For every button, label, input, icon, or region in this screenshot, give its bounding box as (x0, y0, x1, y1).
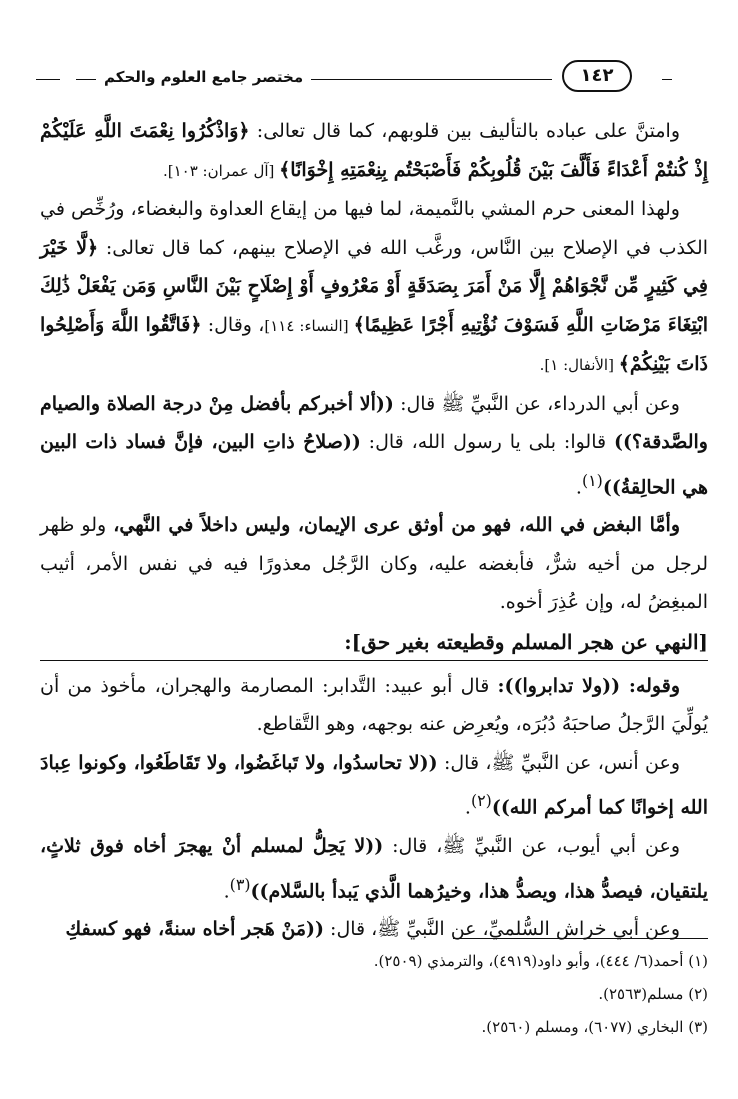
paragraph-text: . (575, 475, 582, 498)
footnote-marker[interactable]: (٣) (229, 874, 251, 894)
paragraph (40, 190, 708, 385)
paragraph-text: ولهذا المعنى حرم المشي بالنَّميمة، لما فيها من إيقاع العداوة والبغضاء، ورُخِّص في الكذب في الإصلاح بين النَّاس، ورغَّب الله في الإصلاح بينهم، كما قال تعالى: (40, 198, 709, 259)
quran-verse: ﴿لَّا خَيْرَ فِي كَثِيرٍ مِّن نَّجْوَاهُمْ إِلَّا مَنْ أَمَرَ بِصَدَقَةٍ أَوْ مَعْرُوفٍ أَوْ إِصْلَاحٍ بَيْنَ النَّاسِ وَمَن يَفْعَلْ ذَٰلِكَ ابْتِغَاءَ مَرْضَاتِ اللَّهِ فَسَوْفَ نُؤْتِيهِ أَجْرًا عَظِيمًا﴾ (40, 236, 708, 336)
page-header (36, 56, 702, 96)
quran-verse: ﴿فَاتَّقُوا اللَّهَ وَأَصْلِحُوا ذَاتَ بَيْنِكُمْ﴾ (40, 313, 708, 375)
footnote: (١) أحمد(٦/ ٤٤٤)، وأبو داود(٤٩١٩)، والترمذي (٢٥٠٩). (373, 952, 708, 970)
paragraph-text: ولو ظهر لرجل من أخيه شرٌّ، فأبغضه عليه، وكان الرَّجُل معذورًا فيه في نفس الأمر، أثيب المبغِضُ له، وإن عُذِرَ أخوه. (40, 514, 708, 614)
paragraph (40, 385, 708, 507)
paragraph-text: قالوا: بلى يا رسول الله، قال: (360, 431, 614, 453)
verse-reference: [النساء: ١١٤] (264, 316, 354, 335)
paragraph-text: قال أبو عبيد: التَّدابر: المصارمة والهجران، مأخوذ من أن يُولِّيَ الرَّجلُ صاحبَهُ دُبُرَه، ويُعرِض عنه بوجهه، وهو التَّقاطع. (40, 674, 708, 736)
page-number: ١٤٢ (562, 60, 632, 92)
hadith-quote: ((صلاحُ ذاتِ البين، فإنَّ فساد ذات البين هي الحالِقةُ)) (40, 431, 708, 498)
paragraph-text: وامتنَّ على عباده بالتأليف بين قلوبهم، كما قال تعالى: (249, 120, 681, 142)
footnote-rule (453, 938, 708, 939)
paragraph-text: وعن أبي خراش السُّلميِّ، عن النَّبيِّ ﷺ، قال: (324, 918, 680, 941)
footnote: (٣) البخاري (٦٠٧٧)، ومسلم (٢٥٦٠). (481, 1018, 708, 1036)
page-content (40, 112, 708, 949)
paragraph-text: ، وقال: (201, 313, 265, 336)
hadith-quote: ((مَنْ هَجر أخاه سنةً، فهو كسفكِ (65, 918, 324, 941)
paragraph-text: . (223, 879, 230, 902)
hadith-quote: ((ألا أخبركم بأفضل مِنْ درجة الصلاة والصيام والصَّدقة؟)) (40, 392, 708, 453)
paragraph (40, 112, 708, 190)
section-heading: [النهي عن هجر المسلم وقطيعته بغير حق]: (40, 624, 708, 661)
header-dash-left (36, 79, 60, 80)
paragraph (40, 827, 708, 910)
verse-reference: [الأنفال: ١]. (539, 356, 619, 374)
paragraph (40, 744, 708, 827)
footnotes (40, 938, 708, 1044)
paragraph-text: وعن أبي الدرداء، عن النَّبيِّ ﷺ قال: (393, 392, 680, 415)
footnote-marker[interactable]: (١) (581, 470, 603, 490)
bold-text: وقوله: ((ولا تدابروا)): (497, 674, 680, 697)
hadith-quote: ((لا يَحِلُّ لمسلم أنْ يهجرَ أخاه فوق ثلاثٍ، يلتقيان، فيصدُّ هذا، ويصدُّ هذا، وخيرُهما الَّذي يَبدأ بالسَّلام)) (40, 835, 708, 902)
paragraph-text: وعن أبي أيوب، عن النَّبيِّ ﷺ، قال: (383, 835, 680, 858)
paragraph (40, 506, 708, 622)
paragraph (40, 667, 708, 744)
bold-text: وأمَّا البغض في الله، فهو من أوثق عرى الإيمان، وليس داخلاً في النَّهي، (113, 514, 680, 537)
header-dash-right (662, 79, 672, 80)
verse-reference: [آل عمران: ١٠٣]. (162, 161, 280, 180)
footnote: (٢) مسلم(٢٥٦٣). (598, 985, 708, 1003)
section-heading-wrap (40, 624, 708, 661)
hadith-quote: ((لا تحاسدُوا، ولا تَباغَضُوا، ولا تَقَاطَعُوا، وكونوا عِبادَ الله إخوانًا كما أمركم الله)) (40, 751, 708, 819)
quran-verse: ﴿وَاذْكُرُوا نِعْمَتَ اللَّهِ عَلَيْكُمْ إِذْ كُنتُمْ أَعْدَاءً فَأَلَّفَ بَيْنَ قُلُوبِكُمْ فَأَصْبَحْتُم بِنِعْمَتِهِ إِخْوَانًا﴾ (40, 120, 708, 181)
paragraph-text: . (464, 796, 471, 819)
book-title: مختصر جامع العلوم والحكم (96, 68, 311, 86)
footnote-marker[interactable]: (٢) (470, 791, 492, 811)
paragraph-text: وعن أنس، عن النَّبيِّ ﷺ، قال: (437, 751, 681, 774)
